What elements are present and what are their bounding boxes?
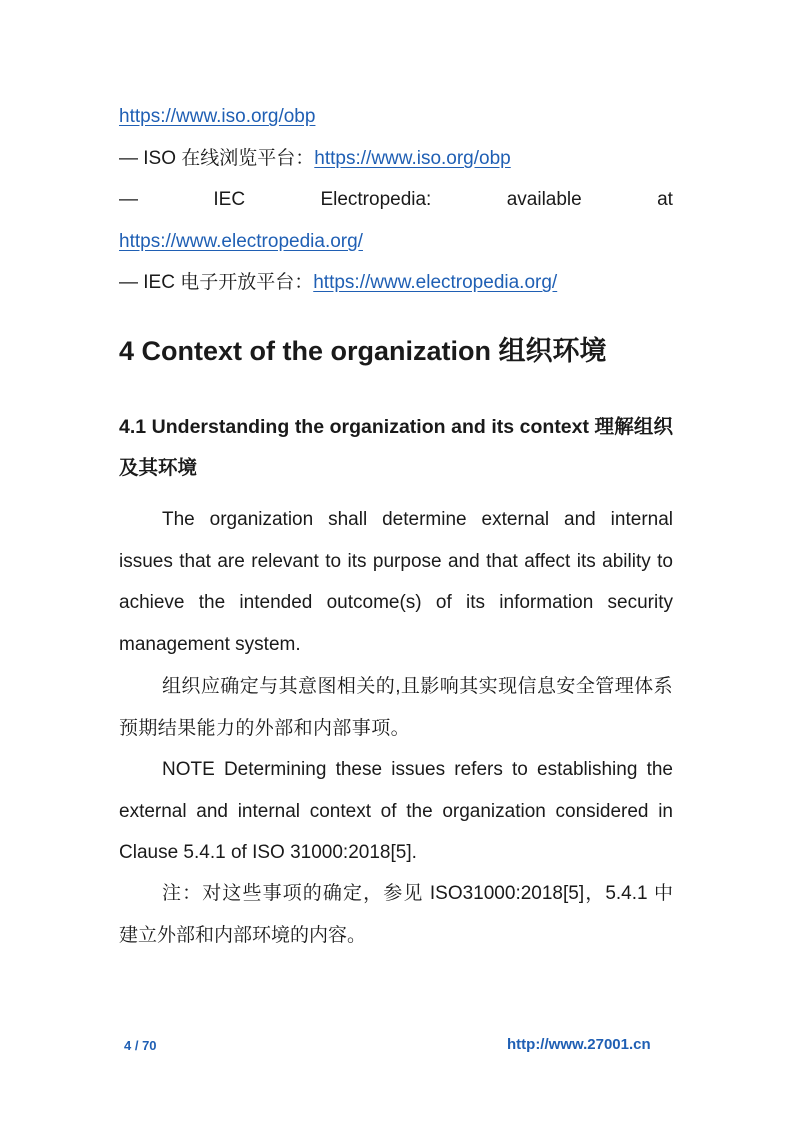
reference-line-2 [119,147,511,171]
dash: — [119,189,138,210]
body-paragraph-cn: 组织应确定与其意图相关的,且影响其实现信息安全管理体系预期结果能力的外部和内部事项。 [119,676,673,739]
note-paragraph: NOTE Determining these issues refers to establishing the external and internal context of the organization considered in Clause 5.4.1 of ISO 31000:2018[5]. [119,759,673,863]
reference-line-1 [119,105,315,129]
note-paragraph-cn: 注：对这些事项的确定，参见 ISO31000:2018[5]，5.4.1 中建立外部和内部环境的内容。 [119,883,673,946]
word: at [657,189,673,210]
iso-obp-link[interactable]: https://www.iso.org/obp [119,106,316,127]
word: available [506,189,582,210]
subsection-heading: 4.1 Understanding the organization and its context 理解组织及其环境 [119,416,673,479]
word: IEC [213,189,246,210]
reference-line-4 [119,230,363,254]
footer-site-link[interactable]: http://www.27001.cn [507,1036,651,1053]
reference-line-3 [119,188,673,212]
electropedia-link[interactable]: https://www.electropedia.org/ [313,272,558,293]
reference-line-5 [119,271,557,295]
section-heading: 4 Context of the organization 组织环境 [119,336,607,366]
page-number: 4 / 70 [124,1038,157,1053]
iso-obp-link[interactable]: https://www.iso.org/obp [314,148,511,169]
electropedia-link[interactable]: https://www.electropedia.org/ [119,231,363,252]
reference-prefix: — IEC 电子开放平台： [119,272,314,293]
reference-prefix: — ISO 在线浏览平台： [119,148,315,169]
word: Electropedia: [320,189,432,210]
body-paragraph: The organization shall determine external and internal issues that are relevant to its purpose and that affect its ability to achieve the intended outcome(s) of its information security management system. [119,509,673,655]
